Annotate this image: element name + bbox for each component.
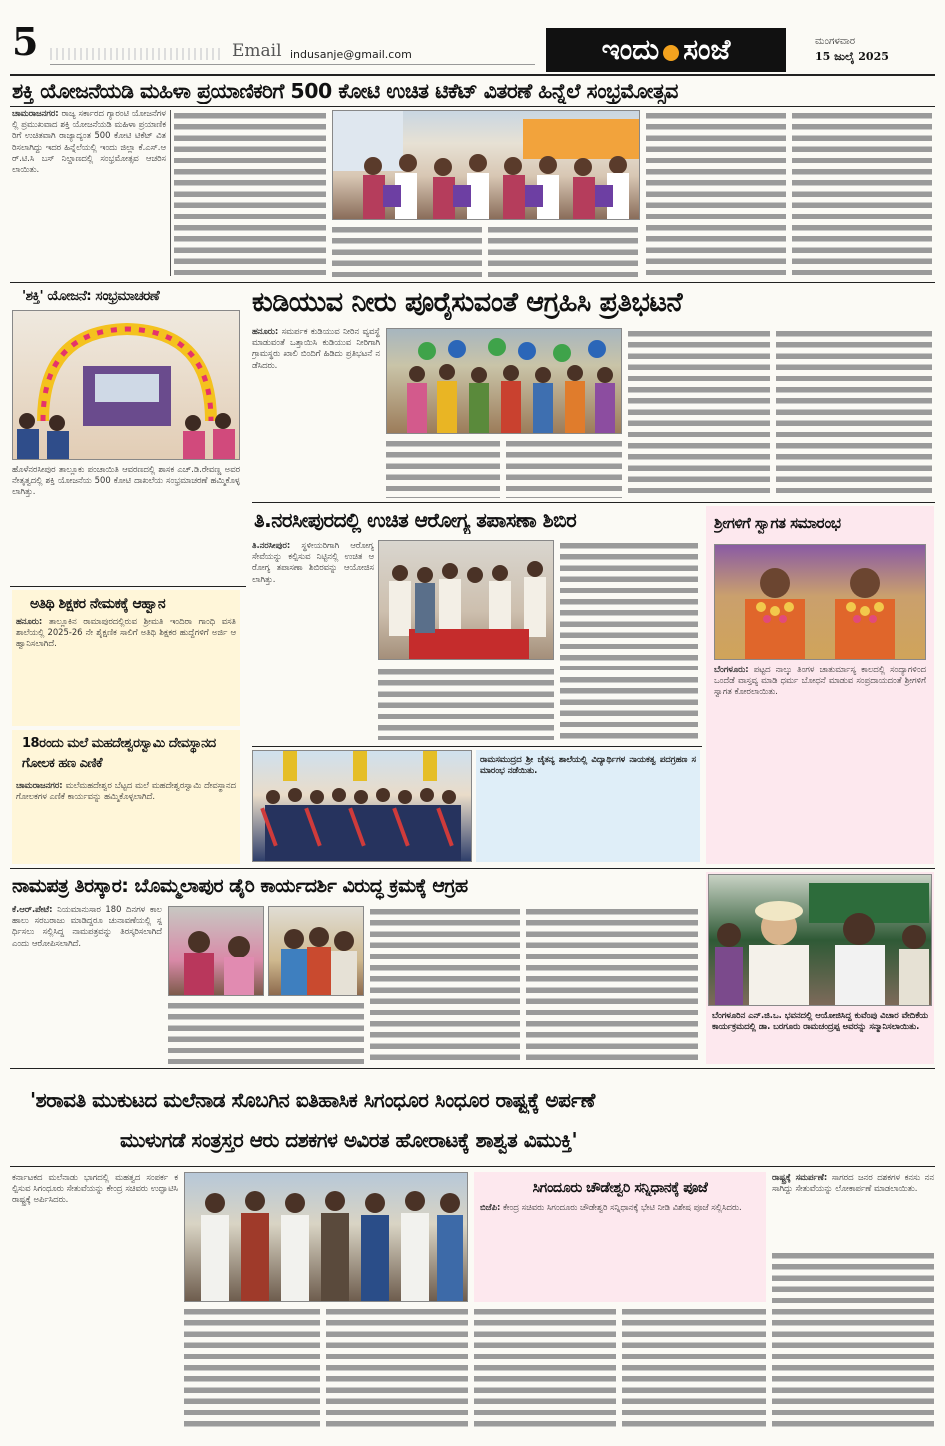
article-text-welcome: [714, 664, 926, 860]
article-text-mm-hills: [16, 780, 236, 860]
body-text-column: [378, 666, 554, 740]
dateline: ಕೆ.ಆರ್.ಪೇಟೆ:: [12, 904, 53, 914]
masthead-rule: [50, 64, 535, 65]
divider: [10, 868, 935, 869]
body-text-column: [628, 328, 770, 498]
body-text-column: [646, 110, 786, 278]
dateline: ಹನೂರು:: [252, 326, 279, 336]
column-rule: [170, 110, 171, 276]
dateline: ಚಾಮರಾಜನಗರ:: [12, 108, 59, 118]
dateline: ಹನೂರು:: [16, 616, 43, 626]
photo-illustration: [715, 545, 926, 660]
divider: [10, 1166, 935, 1167]
body-text-column: [792, 110, 932, 278]
photo-illustration: [253, 751, 472, 862]
body-text-column: [184, 1306, 320, 1432]
photo-illustration: [379, 541, 554, 660]
body-text-column: [622, 1306, 766, 1432]
lead-paragraph: ಪಟ್ಟದ ನಾಲ್ಕು ತಿಂಗಳ ಚಾತುರ್ಮಾಸ್ಯ ಕಾಲದಲ್ಲಿ ಸಂದ್ಯಾಗಳಿಂದ ಒಂದೆಡೆ ವಾಸ್ತವ್ಯ ಮಾಡಿ ಧರ್ಮ ಬೋಧನೆ ಮಾಡುವ ಸಂಪ್ರದಾಯದಂತೆ ಶ್ರೀಗಳಿಗೆ ಸ್ವಾಗತ ಕೋರಲಾಯಿತು.: [714, 664, 926, 697]
article-text-sigandur-pooja: [480, 1202, 760, 1298]
body-text-column: [168, 1000, 364, 1064]
lead-paragraph: ಸ್ಥಳೀಯರಿಗಾಗಿ ಆರೋಗ್ಯ ಸೇವೆಯನ್ನು ಕಲ್ಪಿಸುವ ನಿಟ್ಟಿನಲ್ಲಿ ಉಚಿತ ಆರೋಗ್ಯ ತಪಾಸಣಾ ಶಿಬಿರವನ್ನು ಆಯೋಜಿಸಲಾಗಿತ್ತು.: [252, 540, 374, 584]
dateline: ತಿ.ನರಸೀಪುರ:: [252, 540, 291, 550]
dateline: ಬಿಜೆಪಿ:: [480, 1202, 501, 1212]
photo-illustration: [709, 875, 932, 1006]
body-text-column: [506, 438, 622, 498]
headline-sigandur-line2: ಮುಳುಗಡೆ ಸಂತ್ರಸ್ತರ ಆರು ದಶಕಗಳ ಅವಿರತ ಹೋರಾಟಕ್ಕೆ ಶಾಶ್ವತ ವಿಮುಕ್ತಿ': [120, 1128, 578, 1152]
masthead-divider: [10, 74, 935, 76]
body-text-column: [174, 110, 326, 278]
lead-paragraph: ಕೇಂದ್ರ ಸಚಿವರು ಸಿಗಂದೂರು ಚೌಡೇಶ್ವರಿ ಸನ್ನಿಧಾನಕ್ಕೆ ಭೇಟಿ ನೀಡಿ ವಿಶೇಷ ಪೂಜೆ ಸಲ್ಲಿಸಿದರು.: [502, 1202, 742, 1212]
article-text-sigandur: ಕರ್ನಾಟಕದ ಮಲೆನಾಡು ಭಾಗದಲ್ಲಿ ಮಹತ್ವದ ಸಂಪರ್ಕ ಕಲ್ಪಿಸುವ ಸಿಗಂಧೂರು ಸೇತುವೆಯನ್ನು ಕೇಂದ್ರ ಸಚಿವರು ಉದ್ಘಾಟಿಸಿ ರಾಷ್ಟ್ರಕ್ಕೆ ಅರ್ಪಿಸಿದರು.: [12, 1172, 178, 1205]
divider: [252, 502, 935, 503]
masthead-decoration: [50, 48, 220, 60]
masthead-day: ಮಂಗಳವಾರ: [815, 36, 856, 47]
logo-text-right: ಸಂಜೆ: [683, 33, 731, 66]
photo-illustration: [13, 311, 240, 460]
email-address[interactable]: indusanje@gmail.com: [290, 48, 412, 61]
photo-illustration: [169, 907, 264, 996]
photo-sigandur-dignitaries: [184, 1172, 468, 1302]
photo-illustration: [333, 111, 640, 220]
photo-bus-celebration: [332, 110, 640, 220]
headline-shakti-sambhrama: 'ಶಕ್ತಿ' ಯೋಜನೆ: ಸಂಭ್ರಮಾಚರಣೆ: [22, 288, 160, 304]
divider: [10, 106, 935, 107]
article-text-guest-teacher: [16, 616, 236, 722]
photo-health-camp: [378, 540, 554, 660]
divider: [10, 282, 935, 283]
photo-kuvempu: [708, 874, 932, 1006]
body-text-column: [326, 1306, 468, 1432]
body-text-column: [560, 674, 698, 740]
headline-guest-teacher: ಅತಿಥಿ ಶಿಕ್ಷಕರ ನೇಮಕಕ್ಕೆ ಆಹ್ವಾನ: [30, 596, 166, 612]
lead-paragraph: ಮಲೆಮಹದೇಶ್ವರ ಬೆಟ್ಟದ ಮಲೆ ಮಹದೇಶ್ವರಸ್ವಾಮಿ ದೇವಸ್ಥಾನದ ಗೋಲಕಗಳ ಎಣಿಕೆ ಕಾರ್ಯವನ್ನು ಹಮ್ಮಿಕೊಳ್ಳಲಾಗಿದೆ.: [16, 780, 236, 802]
photo-illustration: [387, 329, 622, 434]
photo-school-leaders: [252, 750, 472, 862]
email-label: Email: [232, 41, 282, 61]
page-number: 5: [12, 19, 39, 64]
article-text-shakti-sambhrama: ಹೊಳೆನರಸೀಪುರ ತಾಲ್ಲೂಕು ಪಂಚಾಯಿತಿ ಆವರಣದಲ್ಲಿ ಶಾಸಕ ಎಚ್.ಡಿ.ರೇವಣ್ಣ ಅವರ ನೇತೃತ್ವದಲ್ಲಿ ಶಕ್ತಿ ಯೋಜನೆಯ 500 ಕೋಟಿ ದಾಖಲೆಯ ಸಂಭ್ರಮಾಚರಣೆ ಹಮ್ಮಿಕೊಳ್ಳಲಾಗಿತ್ತು.: [12, 464, 240, 497]
headline-mm-hills: 18ರಂದು ಮಲೆ ಮಹದೇಶ್ವರಸ್ವಾಮಿ ದೇವಸ್ಥಾನದ ಗೋಲಕ ಹಣ ಎಣಿಕೆ: [22, 736, 216, 771]
photo-nomination-right: [268, 906, 364, 996]
body-text-column: [776, 328, 932, 498]
dateline: ಬೆಂಗಳೂರು:: [714, 664, 749, 674]
headline-nomination: ನಾಮಪತ್ರ ತಿರಸ್ಕಾರ: ಬೊಮ್ಮಲಾಪುರ ಡೈರಿ ಕಾರ್ಯದರ್ಶಿ ವಿರುದ್ಧ ಕ್ರಮಕ್ಕೆ ಆಗ್ರಹ: [12, 875, 468, 897]
headline-drinking-water: ಕುಡಿಯುವ ನೀರು ಪೂರೈಸುವಂತೆ ಆಗ್ರಹಿಸಿ ಪ್ರತಿಭಟನೆ: [252, 287, 683, 318]
photo-illustration: [185, 1173, 468, 1302]
headline-health-camp: ತಿ.ನರಸೀಪುರದಲ್ಲಿ ಉಚಿತ ಆರೋಗ್ಯ ತಪಾಸಣಾ ಶಿಬಿರ: [254, 508, 577, 532]
lead-paragraph: ತಾಲ್ಲೂಕಿನ ರಾಮಾಪುರದಲ್ಲಿರುವ ಶ್ರೀಮತಿ ಇಂದಿರಾ ಗಾಂಧಿ ವಸತಿ ಶಾಲೆಯಲ್ಲಿ 2025-26 ನೇ ಶೈಕ್ಷಣಿಕ ಸಾಲಿಗೆ ಅತಿಥಿ ಶಿಕ್ಷಕರ ಹುದ್ದೆಗಳಿಗೆ ಅರ್ಜಿ ಆಹ್ವಾನಿಸಲಾಗಿದೆ.: [16, 616, 236, 649]
photo-protest-pots: [386, 328, 622, 434]
newspaper-logo: [546, 28, 786, 72]
sun-icon: [663, 45, 679, 61]
headline-sigandur-line1: 'ಶರಾವತಿ ಮುಕುಟದ ಮಲೆನಾಡ ಸೊಬಗಿನ ಐತಿಹಾಸಿಕ ಸಿಗಂಧೂರ ಸಿಂಧೂರ ರಾಷ್ಟ್ರಕ್ಕೆ ಅರ್ಪಣೆ: [30, 1088, 595, 1112]
body-text-column: [370, 906, 520, 1064]
photo-nomination-left: [168, 906, 264, 996]
body-text-column: [386, 438, 500, 498]
photo-illustration: [269, 907, 364, 996]
photo-decorated-bus: [12, 310, 240, 460]
caption-kuvempu: ಬೆಂಗಳೂರಿನ ಎನ್.ಜಿ.ಒ. ಭವನದಲ್ಲಿ ಆಯೋಜಿಸಿದ್ದ ಕುವೆಂಪು ವಿಚಾರ ವೇದಿಕೆಯ ಕಾರ್ಯಕ್ರಮದಲ್ಲಿ ಡಾ. ಬರಗೂರು ರಾಮಚಂದ್ರಪ್ಪ ಅವರನ್ನು ಸನ್ಮಾನಿಸಲಾಯಿತು.: [712, 1010, 928, 1032]
lead-paragraph: ಸಮರ್ಪಕ ಕುಡಿಯುವ ನೀರಿನ ವ್ಯವಸ್ಥೆ ಮಾಡುವಂತೆ ಒತ್ತಾಯಿಸಿ ಕುಡಿಯುವ ನೀರಿಗಾಗಿ ಗ್ರಾಮಸ್ಥರು ಖಾಲಿ ಬಿಂದಿಗೆ ಹಿಡಿದು ಪ್ರತಿಭಟನೆ ನಡೆಸಿದರು.: [252, 326, 380, 370]
divider: [10, 1068, 935, 1069]
article-text-drinking-water: [252, 326, 380, 498]
body-text-column: [332, 224, 482, 278]
lead-paragraph: ನಿಯಮಾನುಸಾರ 180 ದಿನಗಳ ಕಾಲ ಹಾಲು ಸರಬರಾಜು ಮಾಡಿದ್ದರೂ ಚುನಾವಣೆಯಲ್ಲಿ ಸ್ಪರ್ಧಿಸಲು ಸಲ್ಲಿಸಿದ್ದ ನಾಮಪತ್ರವನ್ನು ತಿರಸ್ಕರಿಸಲಾಗಿದೆ ಎಂದು ಆರೋಪಿಸಲಾಗಿದೆ.: [12, 904, 162, 948]
lead-paragraph: ರಾಜ್ಯ ಸರ್ಕಾರದ ಗ್ಯಾರಂಟಿ ಯೋಜನೆಗಳಲ್ಲಿ ಪ್ರಮುಖವಾದ ಶಕ್ತಿ ಯೋಜನೆಯಡಿ ಮಹಿಳಾ ಪ್ರಯಾಣಿಕರಿಗೆ ಉಚಿತವಾಗಿ ರಾಜ್ಯಾದ್ಯಂತ 500 ಕೋಟಿ ಟಿಕೆಟ್ ವಿತರಿಸಲಾಗಿದ್ದು ಇದರ ಹಿನ್ನೆಲೆಯಲ್ಲಿ ಇಂದು ಜಿಲ್ಲಾ ಕೆ.ಎಸ್.ಆರ್.ಟಿ.ಸಿ ಬಸ್ ನಿಲ್ದಾಣದಲ್ಲಿ ಸಂಭ್ರಮೋತ್ಸವ ಆಚರಿಸಲಾಯಿತು.: [12, 108, 166, 175]
article-text-nomination: [12, 904, 162, 1064]
body-text-column: [772, 1250, 934, 1432]
divider: [252, 746, 702, 747]
body-text-column: [474, 1306, 616, 1432]
dateline: ರಾಷ್ಟ್ರಕ್ಕೆ ಸಮರ್ಪಣೆ:: [772, 1172, 828, 1182]
headline-sigandur-pooja: ಸಿಗಂದೂರು ಚೌಡೇಶ್ವರಿ ಸನ್ನಿಧಾನಕ್ಕೆ ಪೂಜೆ: [532, 1180, 708, 1196]
article-text-health-camp: [252, 540, 374, 740]
dateline: ಚಾಮರಾಜನಗರ:: [16, 780, 63, 790]
logo-text-left: ಇಂದು: [601, 33, 660, 66]
body-text-column: [526, 906, 698, 1064]
headline-shakti: ಶಕ್ತಿ ಯೋಜನೆಯಡಿ ಮಹಿಳಾ ಪ್ರಯಾಣಿಕರಿಗೆ 500 ಕೋಟಿ ಉಚಿತ ಟಿಕೆಟ್ ವಿತರಣೆ ಹಿನ್ನೆಲೆ ಸಂಭ್ರಮೋತ್ಸವ: [12, 79, 678, 103]
masthead-date: 15 ಜುಲೈ 2025: [815, 50, 889, 63]
body-text-column: [488, 224, 638, 278]
body-text-column: [560, 540, 698, 670]
photo-swamijis: [714, 544, 926, 660]
caption-school-leaders: ರಾಮಸಮುದ್ರದ ಶ್ರೀ ಚೈತನ್ಯ ಶಾಲೆಯಲ್ಲಿ ವಿದ್ಯಾರ್ಥಿಗಳ ನಾಯಕತ್ವ ಪದಗ್ರಹಣ ಸಮಾರಂಭ ನಡೆಯಿತು.: [480, 754, 696, 776]
lead-paragraph: ಸಾಗರದ ಜನರ ದಶಕಗಳ ಕನಸು ನನಸಾಗಿದ್ದು ಸೇತುವೆಯನ್ನು ಲೋಕಾರ್ಪಣೆ ಮಾಡಲಾಯಿತು.: [772, 1172, 934, 1194]
divider: [10, 586, 246, 587]
article-text-shakti: [12, 108, 166, 278]
headline-welcome: ಶ್ರೀಗಳಿಗೆ ಸ್ವಾಗತ ಸಮಾರಂಭ: [714, 514, 841, 532]
